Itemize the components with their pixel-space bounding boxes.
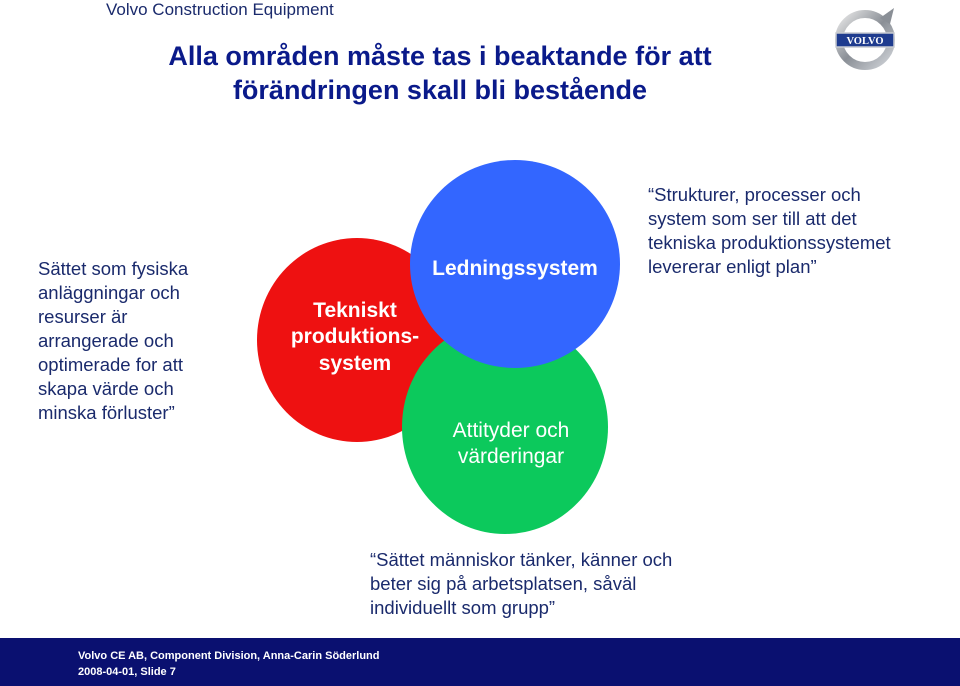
volvo-logo-icon: [834, 6, 900, 70]
right-description: [648, 183, 948, 279]
left-line: minska förluster”: [38, 402, 175, 424]
technical-system-label: [270, 298, 440, 377]
attitudes-label-line: Attityder och: [452, 419, 570, 442]
left-line: optimerade for att: [38, 354, 183, 376]
left-line: skapa värde och: [38, 378, 174, 400]
technical-label-line: system: [318, 351, 392, 375]
left-description: [38, 257, 238, 425]
right-line: levererar enligt plan”: [648, 256, 817, 278]
attitudes-label-line: värderingar: [457, 445, 565, 469]
footer-author: Volvo CE AB, Component Division, Anna-Carin Söderlund: [78, 650, 380, 662]
right-line: “Strukturer, processer och: [648, 184, 861, 205]
slide-title: [0, 40, 880, 108]
technical-label-line: produktions-: [290, 325, 420, 349]
title-line-2: förändringen skall bli bestående: [232, 74, 648, 105]
title-line-1: Alla områden måste tas i beaktande för att: [168, 41, 712, 71]
bottom-line: “Sättet människor tänker, känner och: [370, 549, 673, 570]
logo-text: VOLVO: [846, 36, 884, 47]
right-line: system som ser till att det: [648, 208, 857, 230]
management-system-label: Ledningssystem: [432, 257, 598, 280]
left-line: resurser är: [38, 306, 128, 328]
left-line: anläggningar och: [38, 282, 180, 304]
footer-bar: [0, 638, 960, 686]
company-name: Volvo Construction Equipment: [106, 0, 334, 19]
attitudes-label: [404, 418, 618, 471]
technical-label-line: Tekniskt: [313, 299, 397, 322]
bottom-line: beter sig på arbetsplatsen, såväl: [370, 573, 637, 595]
bottom-description: [370, 548, 750, 620]
left-line: arrangerade och: [38, 330, 174, 352]
left-line: Sättet som fysiska: [38, 258, 189, 279]
bottom-line: individuellt som grupp”: [370, 597, 556, 619]
footer-date-slide: 2008-04-01, Slide 7: [78, 666, 176, 678]
right-line: tekniska produktionssystemet: [648, 232, 891, 254]
